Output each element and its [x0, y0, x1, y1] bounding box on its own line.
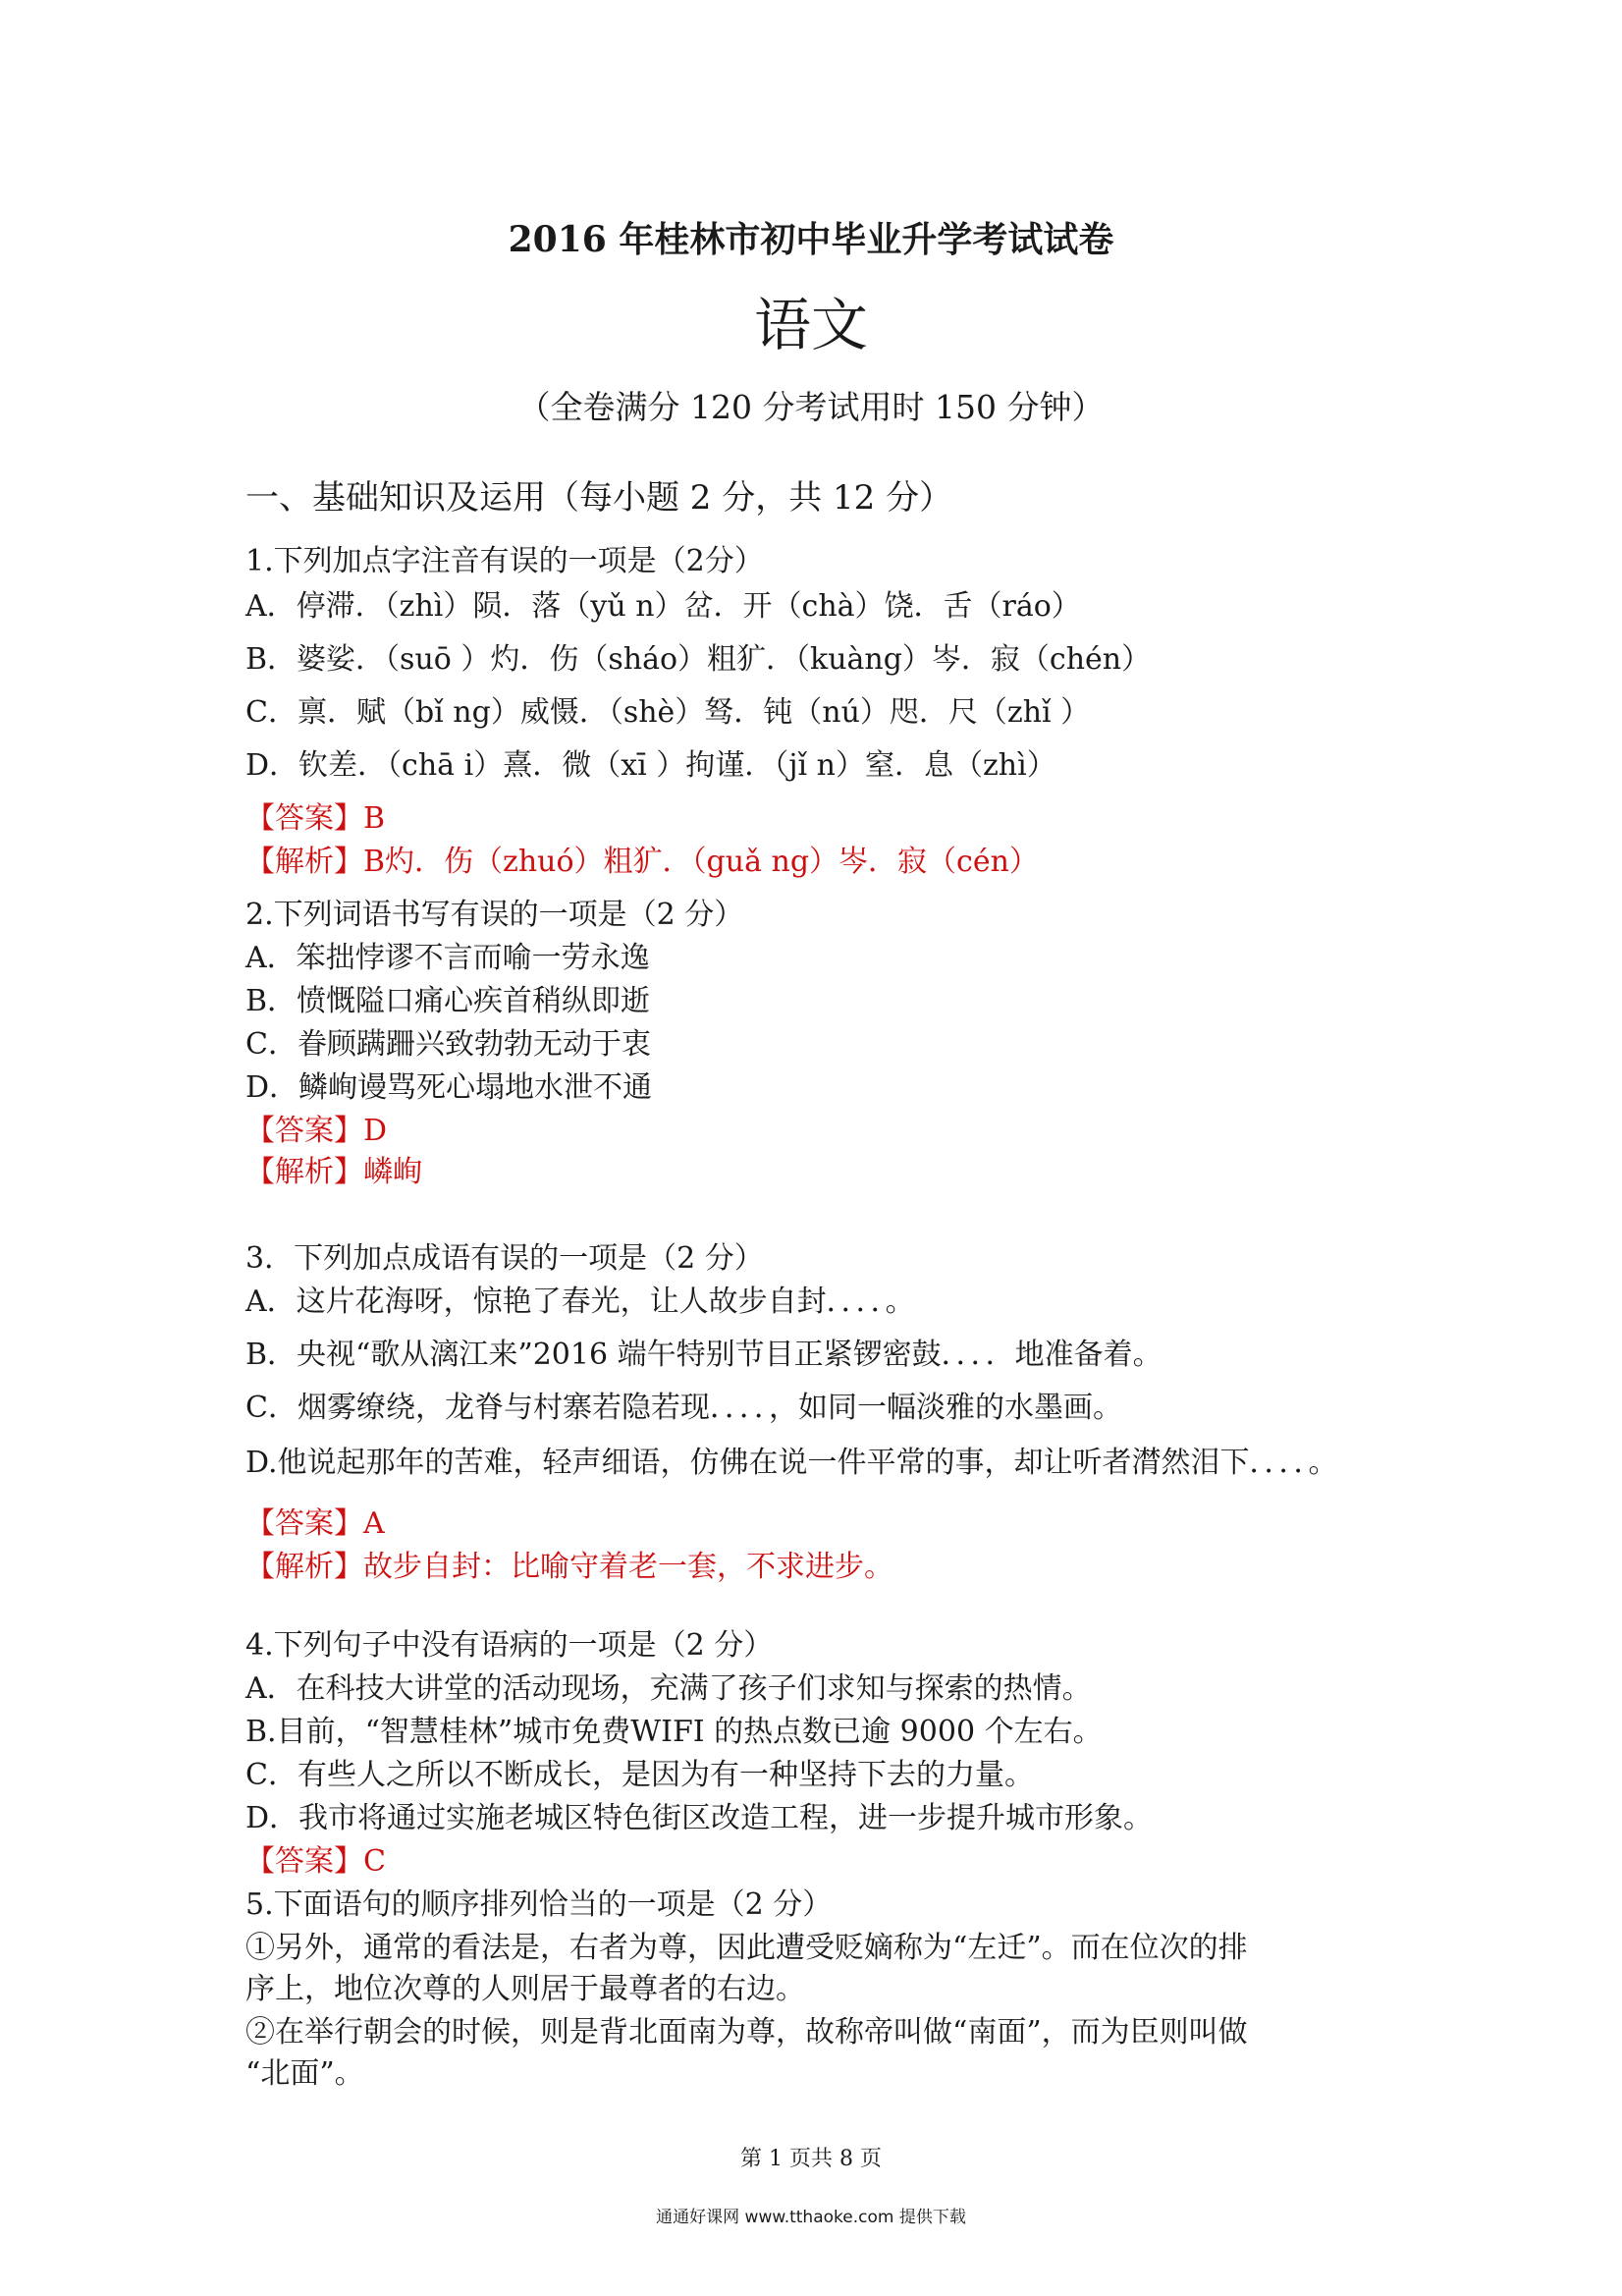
- q2-option-d: D．鳞峋谩骂死心塌地水泄不通: [245, 1070, 653, 1105]
- q4-option-a: A．在科技大讲堂的活动现场，充满了孩子们求知与探索的热情。: [245, 1671, 1092, 1706]
- download-credit: 通通好课网 www.tthaoke.com 提供下载: [656, 2208, 966, 2227]
- q3-option-c: C．烟雾缭绕，龙脊与村寨若隐若现．．．．，如同一幅淡雅的水墨画。: [245, 1391, 1122, 1425]
- subject-title: 语文: [753, 292, 868, 358]
- section-heading: 一、基础知识及运用（每小题 2 分，共 12 分）: [245, 478, 953, 518]
- page-number: 第 1 页共 8 页: [740, 2147, 882, 2171]
- q2-option-a: A．笨拙悖谬不言而喻一劳永逸: [245, 941, 650, 975]
- q3-option-b: B．央视“歌从漓江来”2016 端午特别节目正紧锣密鼓．．．．地准备着。: [245, 1338, 1162, 1372]
- q2-stem: 2.下列词语书写有误的一项是（2 分）: [245, 898, 744, 932]
- q3-option-a: A．这片花海呀，惊艳了春光，让人故步自封．．．．。: [245, 1285, 915, 1319]
- q2-option-c: C．眷顾蹒跚兴致勃勃无动于衷: [245, 1027, 651, 1062]
- q1-stem: 1.下列加点字注音有误的一项是（2分）: [245, 544, 764, 578]
- exam-title: 2016 年桂林市初中毕业升学考试试卷: [508, 219, 1114, 260]
- q2-analysis: 【解析】嶙峋: [245, 1155, 422, 1189]
- q5-sentence-2a: ②在举行朝会的时候，则是背北面南为尊，故称帝叫做“南面”，而为臣则叫做: [245, 2015, 1248, 2050]
- q3-analysis: 【解析】故步自封：比喻守着老一套，不求进步。: [245, 1550, 893, 1584]
- q1-option-d: D．钦差．（chā i）熹．微（xī ）拘谨．（jǐ n）窒．息（zhì）: [245, 748, 1056, 783]
- q1-analysis: 【解析】B灼．伤（zhuó）粗犷．（guǎ ng）岑．寂（cén）: [245, 845, 1039, 879]
- q4-option-b: B.目前，“智慧桂林”城市免费WIFI 的热点数已逾 9000 个左右。: [245, 1715, 1103, 1749]
- q5-sentence-1b: 序上，地位次尊的人则居于最尊者的右边。: [245, 1972, 805, 2006]
- q5-stem: 5.下面语句的顺序排列恰当的一项是（2 分）: [245, 1887, 833, 1922]
- q1-answer: 【答案】B: [245, 801, 386, 836]
- q1-option-c: C．禀．赋（bǐ ng）威慑．（shè）驽．钝（nú）咫．尺（zhǐ ）: [245, 695, 1091, 730]
- q2-option-b: B．愤慨隘口痛心疾首稍纵即逝: [245, 984, 651, 1018]
- q4-option-d: D．我市将通过实施老城区特色街区改造工程，进一步提升城市形象。: [245, 1801, 1154, 1835]
- q3-answer: 【答案】A: [245, 1506, 385, 1541]
- q1-option-a: A．停滞．（zhì）陨．落（yǔ n）岔．开（chà）饶．舌（ráo）: [245, 589, 1081, 624]
- q4-option-c: C．有些人之所以不断成长，是因为有一种坚持下去的力量。: [245, 1758, 1034, 1792]
- q3-option-d: D.他说起那年的苦难，轻声细语，仿佛在说一件平常的事，却让听者潸然泪下．．．．。: [245, 1446, 1338, 1480]
- exam-note: （全卷满分 120 分考试用时 150 分钟）: [517, 388, 1105, 426]
- q3-stem: 3．下列加点成语有误的一项是（2 分）: [245, 1241, 764, 1276]
- q5-sentence-1a: ①另外，通常的看法是，右者为尊，因此遭受贬嫡称为“左迁”。而在位次的排: [245, 1931, 1248, 1965]
- q4-stem: 4.下列句子中没有语病的一项是（2 分）: [245, 1628, 774, 1663]
- q4-answer: 【答案】C: [245, 1844, 386, 1879]
- q2-answer: 【答案】D: [245, 1114, 388, 1148]
- q1-option-b: B．婆娑．（suō ）灼．伤（sháo）粗犷．（kuàng）岑．寂（chén）: [245, 642, 1152, 677]
- q5-sentence-2b: “北面”。: [245, 2056, 364, 2091]
